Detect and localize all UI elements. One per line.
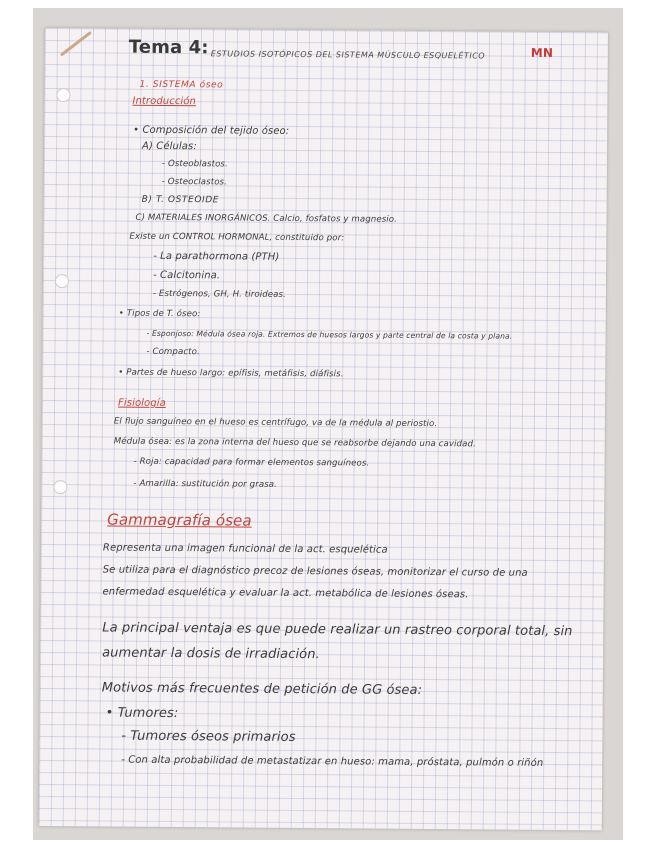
note-line: - Amarilla: sustitución por grasa. — [133, 478, 278, 490]
section-heading: Gammagrafía ósea — [107, 510, 252, 530]
note-line: Se utiliza para el diagnóstico precoz de lesiones óseas, monitorizar el curso de una — [102, 564, 528, 579]
note-line: El flujo sanguíneo en el hueso es centrífugo, va de la médula al periostio. — [113, 416, 438, 430]
note-line: • Tumores: — [105, 705, 179, 722]
page-title: Tema 4: — [128, 36, 209, 59]
note-line: Médula ósea: es la zona interna del hueso que se reabsorbe dejando una cavidad. — [113, 436, 476, 450]
note-line: Representa una imagen funcional de la act. esquelética — [102, 542, 388, 556]
note-line: B) T. OSTEOIDE — [141, 194, 220, 206]
author-initials: MN — [530, 45, 554, 60]
notebook-sheet — [39, 28, 608, 830]
note-line: - Tumores óseos primarios — [121, 728, 296, 745]
punch-hole — [53, 480, 67, 494]
note-line: enfermedad esquelética y evaluar la act. metabólica de lesiones óseas. — [102, 586, 469, 601]
note-line: - Osteoclastos. — [161, 176, 228, 188]
note-line: - Calcitonina. — [153, 269, 221, 282]
note-line: La principal ventaja es que puede realizar un rastreo corporal total, sin — [102, 620, 573, 640]
note-line: C) MATERIALES INORGÁNICOS. Calcio, fosfatos y magnesio. — [135, 212, 398, 225]
punch-hole — [55, 274, 69, 288]
section-heading: 1. SISTEMA óseo — [139, 79, 224, 91]
note-line: A) Células: — [142, 140, 197, 153]
page-subtitle: ESTUDIOS ISOTÓPICOS DEL SISTEMA MÚSCULO ESQUELÉTICO — [210, 49, 486, 61]
section-subheading: Introducción — [132, 95, 197, 108]
note-line: • Tipos de T. óseo: — [118, 308, 201, 320]
note-line: - Esponjoso: Médula ósea roja. Extremos de huesos largos y parte central de la costa y plana. — [146, 328, 513, 341]
note-line: • Composición del tejido óseo: — [133, 124, 290, 137]
pencil-mark — [60, 31, 92, 57]
note-line: - Compacto. — [146, 346, 200, 358]
note-line: Existe un CONTROL HORMONAL, constituido por: — [129, 231, 345, 244]
note-line: - Estrógenos, GH, H. tiroideas. — [152, 288, 287, 300]
section-heading: Fisiología — [118, 397, 166, 409]
note-line: - Roja: capacidad para formar elementos sanguíneos. — [133, 456, 370, 469]
note-line: • Partes de hueso largo: epífisis, metáfisis, diáfisis. — [118, 367, 344, 380]
note-line: - Con alta probabilidad de metastatizar en hueso: mama, próstata, pulmón o riñón — [121, 754, 544, 769]
note-line: aumentar la dosis de irradiación. — [102, 645, 320, 663]
note-line: - La parathormona (PTH) — [153, 250, 280, 263]
note-line: Motivos más frecuentes de petición de GG ósea: — [101, 680, 423, 698]
note-line: - Osteoblastos. — [161, 158, 228, 170]
punch-hole — [56, 88, 70, 102]
